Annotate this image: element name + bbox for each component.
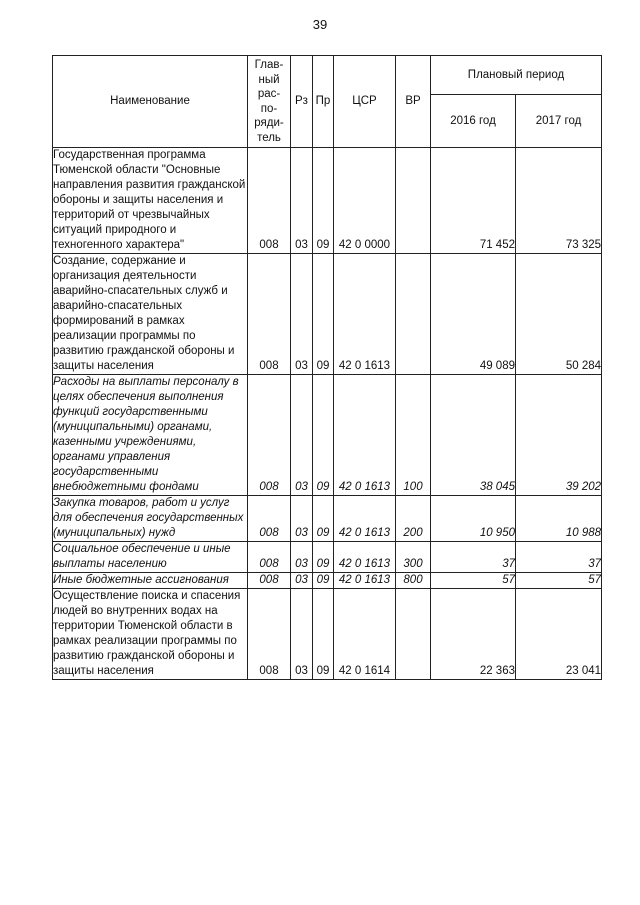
row-target-item: 42 0 1613 xyxy=(334,375,396,496)
row-amount-2017: 50 284 xyxy=(516,254,602,375)
row-main-manager: 008 xyxy=(248,148,291,254)
row-amount-2016: 49 089 xyxy=(431,254,516,375)
row-amount-2017: 73 325 xyxy=(516,148,602,254)
row-main-manager: 008 xyxy=(248,573,291,589)
row-section: 03 xyxy=(291,375,313,496)
row-amount-2016: 57 xyxy=(431,573,516,589)
header-target-item: ЦСР xyxy=(334,56,396,148)
table-row xyxy=(53,573,602,589)
row-expense-type xyxy=(396,148,431,254)
row-name: Государственная программа Тюменской области "Основные направления развития гражданской обороны и защиты населения и территорий от чрезвычайных ситуаций природного и техногенного характера" xyxy=(53,148,248,254)
row-subsection: 09 xyxy=(313,542,334,573)
row-subsection: 09 xyxy=(313,375,334,496)
table-body xyxy=(53,148,602,680)
table-row xyxy=(53,148,602,254)
row-section: 03 xyxy=(291,254,313,375)
header-year-2016: 2016 год xyxy=(431,95,516,148)
row-amount-2017: 37 xyxy=(516,542,602,573)
header-year-2017: 2017 год xyxy=(516,95,602,148)
header-expense-type: ВР xyxy=(396,56,431,148)
row-amount-2017: 23 041 xyxy=(516,589,602,680)
header-section: Рз xyxy=(291,56,313,148)
row-name: Создание, содержание и организация деятельности аварийно-спасательных служб и аварийно-спасательных формирований в рамках реализации программы по развитию гражданской обороны и защиты населения xyxy=(53,254,248,375)
row-amount-2016: 22 363 xyxy=(431,589,516,680)
row-name: Осуществление поиска и спасения людей во внутренних водах на территории Тюменской области в рамках реализации программы по развитию гражданской обороны и защиты населения xyxy=(53,589,248,680)
row-target-item: 42 0 0000 xyxy=(334,148,396,254)
row-amount-2017: 10 988 xyxy=(516,496,602,542)
header-plan-period: Плановый период xyxy=(431,56,602,95)
row-amount-2016: 71 452 xyxy=(431,148,516,254)
table-row xyxy=(53,496,602,542)
row-target-item: 42 0 1613 xyxy=(334,254,396,375)
row-section: 03 xyxy=(291,148,313,254)
row-main-manager: 008 xyxy=(248,375,291,496)
row-name: Закупка товаров, работ и услуг для обеспечения государственных (муниципальных) нужд xyxy=(53,496,248,542)
row-amount-2017: 39 202 xyxy=(516,375,602,496)
row-expense-type: 800 xyxy=(396,573,431,589)
row-expense-type: 200 xyxy=(396,496,431,542)
page-number: 39 xyxy=(312,17,328,32)
row-target-item: 42 0 1613 xyxy=(334,496,396,542)
row-section: 03 xyxy=(291,496,313,542)
row-amount-2016: 37 xyxy=(431,542,516,573)
table-row xyxy=(53,542,602,573)
row-target-item: 42 0 1613 xyxy=(334,542,396,573)
row-name: Расходы на выплаты персоналу в целях обеспечения выполнения функций государственными (муниципальными) органами, казенными учреждениями, органами управления государственными внебюджетными фондами xyxy=(53,375,248,496)
row-main-manager: 008 xyxy=(248,254,291,375)
row-amount-2017: 57 xyxy=(516,573,602,589)
header-subsection: Пр xyxy=(313,56,334,148)
row-target-item: 42 0 1614 xyxy=(334,589,396,680)
row-target-item: 42 0 1613 xyxy=(334,573,396,589)
row-expense-type: 300 xyxy=(396,542,431,573)
row-name: Иные бюджетные ассигнования xyxy=(53,573,248,589)
row-subsection: 09 xyxy=(313,573,334,589)
row-section: 03 xyxy=(291,589,313,680)
row-main-manager: 008 xyxy=(248,589,291,680)
row-subsection: 09 xyxy=(313,496,334,542)
budget-table xyxy=(52,55,602,680)
row-main-manager: 008 xyxy=(248,496,291,542)
header-main-manager: Глав- ный рас- по- ряди- тель xyxy=(248,56,291,148)
header-name: Наименование xyxy=(53,56,248,148)
row-section: 03 xyxy=(291,573,313,589)
row-expense-type: 100 xyxy=(396,375,431,496)
row-expense-type xyxy=(396,589,431,680)
row-main-manager: 008 xyxy=(248,542,291,573)
table-row xyxy=(53,375,602,496)
row-subsection: 09 xyxy=(313,254,334,375)
row-subsection: 09 xyxy=(313,589,334,680)
row-amount-2016: 10 950 xyxy=(431,496,516,542)
row-expense-type xyxy=(396,254,431,375)
row-amount-2016: 38 045 xyxy=(431,375,516,496)
row-section: 03 xyxy=(291,542,313,573)
table-row xyxy=(53,254,602,375)
row-name: Социальное обеспечение и иные выплаты населению xyxy=(53,542,248,573)
row-subsection: 09 xyxy=(313,148,334,254)
table-row xyxy=(53,589,602,680)
